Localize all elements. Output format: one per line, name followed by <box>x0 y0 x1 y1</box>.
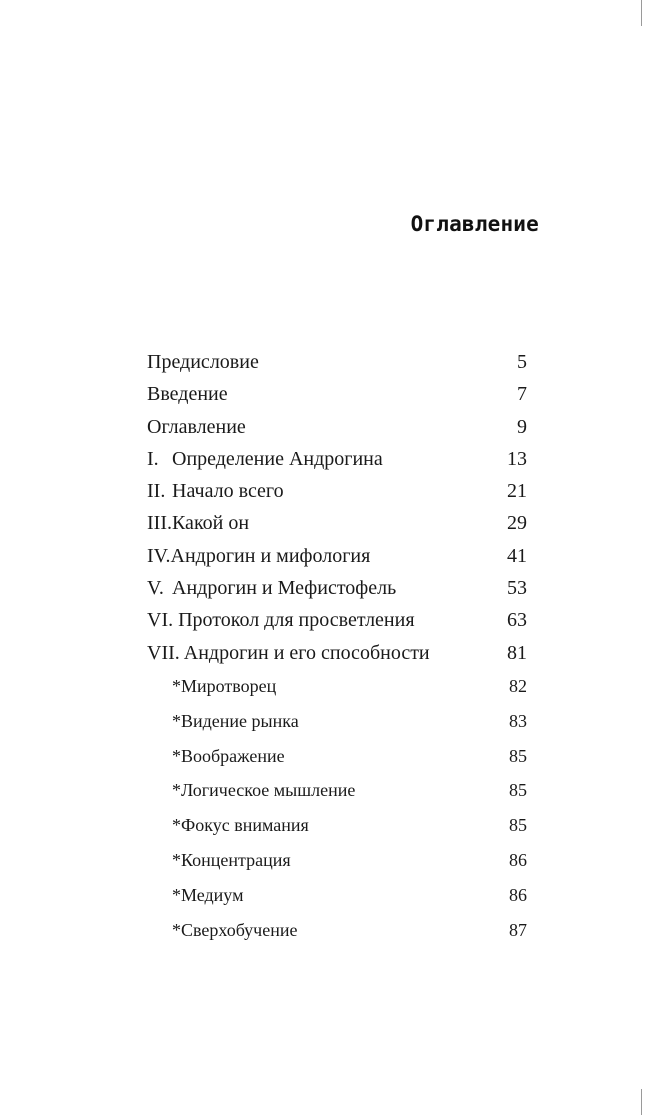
toc-entry-chapter-2[interactable] <box>147 475 527 507</box>
toc-entry-introduction[interactable] <box>147 378 527 410</box>
toc-entry-label: Предисловие <box>147 351 259 373</box>
toc-entry-page: 85 <box>509 815 527 836</box>
toc-entry-preface[interactable] <box>147 346 527 378</box>
toc-subentry-label: *Медиум <box>172 884 244 905</box>
toc-entry-page: 86 <box>509 884 527 905</box>
toc-subentry-focus[interactable] <box>147 808 527 843</box>
toc-subentry-label: *Концентрация <box>172 849 291 870</box>
chapter-number: VI. <box>147 609 174 632</box>
toc-subentry-market-vision[interactable] <box>147 704 527 739</box>
toc-subentry-concentration[interactable] <box>147 843 527 878</box>
toc-subentry-label: *Сверхобучение <box>172 919 298 940</box>
toc-entry-page: 87 <box>509 919 527 940</box>
toc-entry-label: Введение <box>147 383 228 406</box>
toc-entry-page: 53 <box>507 577 527 600</box>
toc-entry-page: 21 <box>507 480 527 503</box>
toc-entry-page: 85 <box>509 780 527 801</box>
toc-entry-page: 86 <box>509 849 527 870</box>
chapter-number: II. <box>147 480 166 503</box>
page-title: Оглавление <box>410 212 539 236</box>
toc-entry-chapter-5[interactable] <box>147 572 527 604</box>
chapter-number: I. <box>147 447 159 470</box>
toc-entry-page: 7 <box>517 383 527 406</box>
toc-entry-page: 63 <box>507 609 527 632</box>
toc-entry-page: 82 <box>509 675 527 696</box>
toc-subentry-logical-thinking[interactable] <box>147 773 527 808</box>
chapter-number: IV. <box>147 544 171 567</box>
toc-subentry-peacemaker[interactable] <box>147 669 527 704</box>
toc-subentry-imagination[interactable] <box>147 739 527 774</box>
table-of-contents <box>147 346 527 947</box>
toc-subentry-medium[interactable] <box>147 878 527 913</box>
toc-entry-contents[interactable] <box>147 411 527 443</box>
toc-entry-page: 5 <box>517 351 527 373</box>
chapter-number: VII. <box>147 641 180 664</box>
toc-entry-chapter-6[interactable] <box>147 604 527 636</box>
toc-entry-chapter-3[interactable] <box>147 507 527 539</box>
toc-entry-page: 13 <box>507 447 527 470</box>
toc-entry-label: IV. Андрогин и мифология <box>147 540 370 572</box>
toc-entry-chapter-1[interactable] <box>147 443 527 475</box>
toc-entry-label: VI. Протокол для просветления <box>147 604 415 636</box>
chapter-number: III. <box>147 512 172 535</box>
crop-mark-top <box>641 0 642 26</box>
toc-entry-label: III. Какой он <box>147 507 249 539</box>
toc-subentry-label: *Фокус внимания <box>172 815 309 836</box>
toc-subentry-label: *Логическое мышление <box>172 780 356 801</box>
toc-entry-page: 83 <box>509 710 527 731</box>
toc-entry-page: 41 <box>507 544 527 567</box>
toc-entry-label: I. Определение Андрогина <box>147 443 383 475</box>
toc-entry-label: Оглавление <box>147 415 246 438</box>
toc-entry-chapter-7[interactable] <box>147 637 527 669</box>
toc-entry-page: 9 <box>517 415 527 438</box>
chapter-number: V. <box>147 577 164 600</box>
toc-entry-page: 85 <box>509 745 527 766</box>
toc-subentry-label: *Видение рынка <box>172 710 299 731</box>
crop-mark-bottom <box>641 1089 642 1115</box>
toc-entry-label: VII. Андрогин и его способности <box>147 637 430 669</box>
toc-entry-label: II. Начало всего <box>147 475 284 507</box>
toc-entry-label: V. Андрогин и Мефистофель <box>147 572 396 604</box>
toc-entry-chapter-4[interactable] <box>147 540 527 572</box>
toc-subentry-label: *Воображение <box>172 745 285 766</box>
toc-entry-page: 29 <box>507 512 527 535</box>
toc-entry-page: 81 <box>507 641 527 664</box>
toc-subentry-label: *Миротворец <box>172 675 277 696</box>
toc-subentry-superlearning[interactable] <box>147 913 527 948</box>
